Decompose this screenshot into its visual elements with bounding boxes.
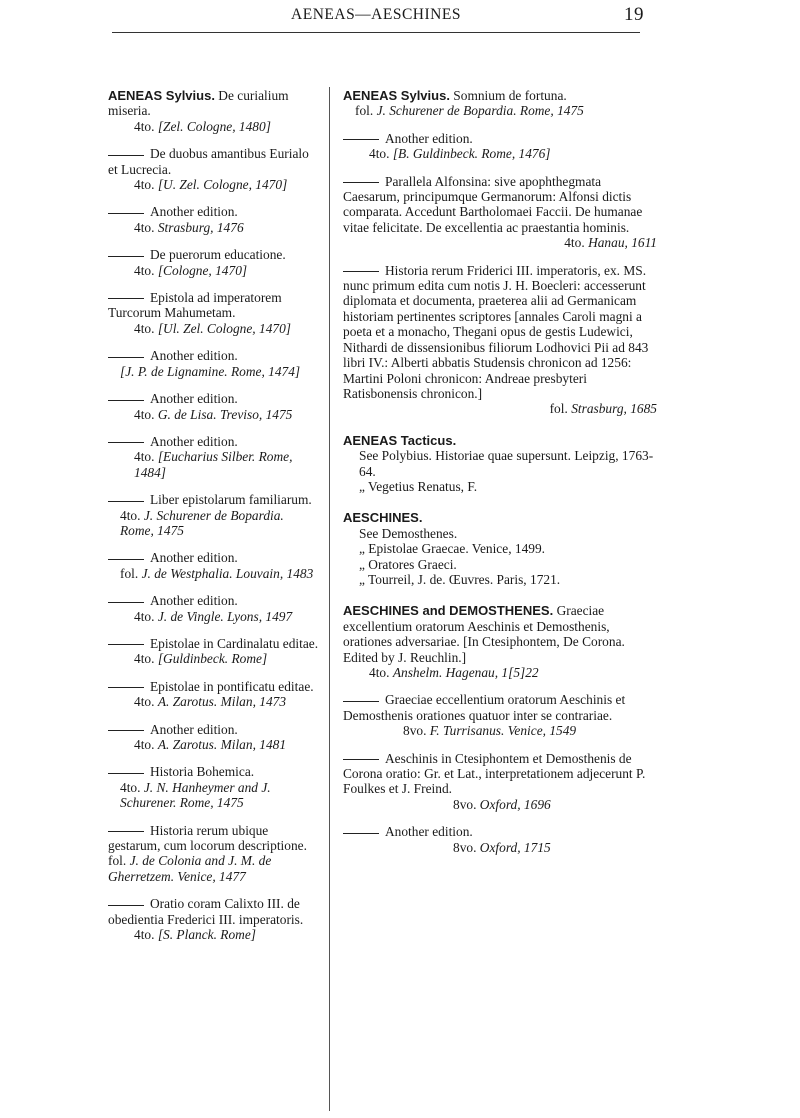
catalog-entry (108, 764, 320, 810)
entry-imprint: Anshelm. Hagenau, 1[5]22 (392, 665, 539, 680)
see-reference: „ Epistolae Graecae. Venice, 1499. (359, 541, 546, 557)
entry-heading: AENEAS Tacticus. (343, 432, 457, 448)
entry-imprint: [Guldinbeck. Rome] (157, 651, 268, 667)
catalog-entry (343, 692, 657, 738)
entry-title: Epistolae in pontificatu editae. (150, 678, 314, 694)
catalog-entry (343, 824, 657, 855)
entry-format: 4to. (369, 146, 390, 162)
entry-title: Another edition. (150, 721, 238, 737)
running-title: AENEAS—AESCHINES (291, 6, 461, 23)
entry-format: fol. (549, 401, 568, 417)
entry-imprint: [Zel. Cologne, 1480] (157, 118, 271, 134)
see-reference: „ Oratores Graeci. (359, 556, 457, 572)
repeat-dash (108, 400, 144, 401)
entry-title: De curialium miseria. (108, 88, 289, 119)
catalog-entry (108, 204, 320, 235)
repeat-dash (343, 271, 379, 272)
repeat-dash (343, 701, 379, 702)
entry-title: Another edition. (150, 391, 238, 407)
entry-heading: AENEAS Sylvius. (108, 88, 215, 103)
entry-imprint: J. N. Hanheymer and J. Schurener. Rome, 1475 (120, 779, 271, 811)
entry-title: Another edition. (385, 130, 473, 146)
repeat-dash (343, 139, 379, 140)
catalog-entry (343, 603, 657, 680)
catalog-entry (108, 679, 320, 710)
entry-format: 4to. (134, 651, 155, 667)
entry-title: Another edition. (385, 824, 473, 840)
entry-title: De puerorum educatione. (150, 247, 286, 263)
repeat-dash (108, 213, 144, 214)
entry-title: Historia rerum Friderici III. imperatoris, ex. MS. nunc primum edita cum notis J. H. Boecleri: accesserunt diplomata et documenta, praeterea alii ad Germanicam historiam pertinentes scriptores [annales Caroli magni a poeta et a monacho, Thegani opus de gestis Ludewici, Nithardi de dissensionibus filiorum Lodhovici Pii ad 843 libri IV.: Alberti abbatis Studensis chronicon ad 1256: Martini Poloni chronicon: Andreae presbyteri Ratisbonensis chronicon.] (343, 262, 649, 401)
page-number: 19 (624, 4, 644, 25)
entry-title: Epistola ad imperatorem Turcorum Mahumetam. (108, 290, 282, 321)
repeat-dash (343, 833, 379, 834)
catalog-entry (343, 88, 657, 119)
entry-imprint: [Eucharius Silber. Rome, 1484] (134, 449, 293, 480)
entry-title: Another edition. (150, 550, 238, 566)
entry-imprint: A. Zarotus. Milan, 1473 (157, 694, 287, 710)
entry-imprint: [Ul. Zel. Cologne, 1470] (157, 320, 291, 336)
entry-format: 4to. (134, 320, 155, 336)
catalog-entry (108, 492, 320, 538)
entry-format: 8vo. (453, 796, 477, 812)
entry-format: 4to. (134, 262, 155, 278)
repeat-dash (108, 773, 144, 774)
repeat-dash (108, 155, 144, 156)
repeat-dash (343, 182, 379, 183)
entry-format: 4to. (134, 406, 155, 422)
repeat-dash (108, 905, 144, 906)
entry-imprint: Strasburg, 1476 (157, 219, 244, 235)
catalog-entry (108, 88, 320, 134)
repeat-dash (108, 256, 144, 257)
repeat-dash (108, 831, 144, 832)
catalog-entry (343, 433, 657, 495)
catalog-entry (108, 823, 320, 885)
entry-title: Another edition. (150, 593, 238, 609)
entry-imprint: [S. Planck. Rome] (157, 927, 257, 943)
entry-imprint: Strasburg, 1685 (571, 401, 657, 417)
entry-imprint: G. de Lisa. Treviso, 1475 (157, 406, 293, 422)
entry-format: 4to. (134, 177, 155, 193)
entry-format: fol. (120, 565, 139, 581)
entry-imprint: [B. Guldinbeck. Rome, 1476] (392, 146, 551, 162)
entry-format: 4to. (134, 737, 155, 752)
catalog-entry (108, 146, 320, 192)
catalog-entry (108, 290, 320, 336)
repeat-dash (108, 730, 144, 731)
catalog-entry (108, 636, 320, 667)
entry-imprint: Oxford, 1696 (479, 796, 551, 812)
catalog-entry (108, 896, 320, 942)
repeat-dash (108, 687, 144, 688)
entry-imprint: [U. Zel. Cologne, 1470] (157, 177, 288, 193)
catalog-entry (343, 751, 657, 813)
catalog-entry (108, 348, 320, 379)
see-reference: See Polybius. Historiae quae supersunt. Leipzig, 1763-64. (359, 448, 654, 479)
entry-title: Graeciae eccellentium oratorum Aeschinis et Demosthenis orationes quatuor inter se contrariae. (343, 692, 626, 723)
entry-imprint: F. Turrisanus. Venice, 1549 (429, 723, 577, 739)
repeat-dash (343, 759, 379, 760)
column-divider (329, 87, 330, 1111)
repeat-dash (108, 602, 144, 603)
left-column (108, 88, 320, 954)
entry-heading: AESCHINES. (343, 510, 423, 526)
entry-imprint: J. de Vingle. Lyons, 1497 (157, 608, 293, 624)
entry-imprint: A. Zarotus. Milan, 1481 (157, 737, 287, 752)
catalog-entry (343, 131, 657, 162)
catalog-entry (343, 174, 657, 251)
right-column (343, 88, 657, 867)
entry-title: Epistolae in Cardinalatu editae. (150, 635, 319, 651)
entry-format: 4to. (564, 235, 585, 251)
see-reference: See Demosthenes. (359, 525, 458, 541)
entry-format: 4to. (134, 608, 155, 624)
entry-format: 4to. (369, 665, 390, 680)
entry-imprint: J. de Westphalia. Louvain, 1483 (141, 565, 314, 581)
repeat-dash (108, 559, 144, 560)
entry-title: Historia rerum ubique gestarum, cum locorum descriptione. (108, 822, 307, 854)
catalog-entry (108, 593, 320, 624)
entry-title: Parallela Alfonsina: sive apophthegmata Caesarum, principumque Germanorum: Alfonsi dictis comparata. Accedunt Bartholomaei Faccii. De humanae vitae felicitate. De excellentia ac praestantia hominis. (343, 173, 643, 235)
entry-imprint: J. Schurener de Bopardia. Rome, 1475 (120, 507, 284, 538)
catalog-entry (108, 722, 320, 753)
entry-imprint: J. de Colonia and J. M. de Gherretzem. Venice, 1477 (108, 853, 272, 884)
entry-imprint: [J. P. de Lignamine. Rome, 1474] (120, 363, 301, 379)
entry-title: De duobus amantibus Eurialo et Lucrecia. (108, 146, 309, 177)
entry-format: fol. (108, 853, 127, 869)
entry-format: 4to. (120, 507, 141, 523)
catalog-entry (108, 434, 320, 480)
entry-format: 4to. (134, 118, 155, 134)
repeat-dash (108, 442, 144, 443)
entry-title: Liber epistolarum familiarum. (150, 492, 312, 508)
entry-format: 8vo. (403, 723, 427, 739)
entry-format: 4to. (134, 219, 155, 235)
entry-heading: AENEAS Sylvius. (343, 88, 450, 103)
entry-title: Another edition. (150, 204, 238, 220)
running-header (112, 0, 644, 33)
catalog-entry (343, 263, 657, 417)
repeat-dash (108, 357, 144, 358)
entry-title: Aeschinis in Ctesiphontem et Demosthenis de Corona oratio: Gr. et Lat., interpretationem adjecerunt P. Foulkes et J. Freind. (343, 750, 646, 797)
entry-format: 4to. (134, 449, 155, 465)
entry-title: Oratio coram Calixto III. de obedientia Frederici III. imperatoris. (108, 896, 304, 927)
entry-title: Somnium de fortuna. (453, 88, 567, 103)
entry-imprint: Oxford, 1715 (479, 839, 551, 855)
entry-heading: AESCHINES and DEMOSTHENES. (343, 603, 554, 619)
entry-title: Another edition. (150, 348, 238, 364)
entry-imprint: [Cologne, 1470] (157, 262, 248, 278)
see-reference: „ Vegetius Renatus, F. (359, 478, 478, 494)
entry-title: Graeciae excellentium oratorum Aeschinis et Demosthenis, orationes adversariae. [In Ctesiphontem, De Corona. Edited by J. Reuchlin.] (343, 603, 625, 665)
repeat-dash (108, 298, 144, 299)
entry-format: 4to. (120, 779, 141, 795)
see-reference: „ Tourreil, J. de. Œuvres. Paris, 1721. (359, 571, 561, 587)
entry-format: 4to. (134, 927, 155, 943)
catalog-entry (108, 247, 320, 278)
repeat-dash (108, 644, 144, 645)
entry-format: fol. (355, 103, 374, 119)
entry-format: 8vo. (453, 839, 477, 855)
entry-format: 4to. (134, 694, 155, 710)
entry-title: Historia Bohemica. (150, 764, 255, 780)
entry-imprint: Hanau, 1611 (588, 235, 657, 251)
catalog-entry (108, 550, 320, 581)
entry-imprint: J. Schurener de Bopardia. Rome, 1475 (376, 103, 584, 119)
catalog-entry (108, 391, 320, 422)
entry-title: Another edition. (150, 433, 238, 449)
catalog-entry (343, 510, 657, 587)
repeat-dash (108, 501, 144, 502)
